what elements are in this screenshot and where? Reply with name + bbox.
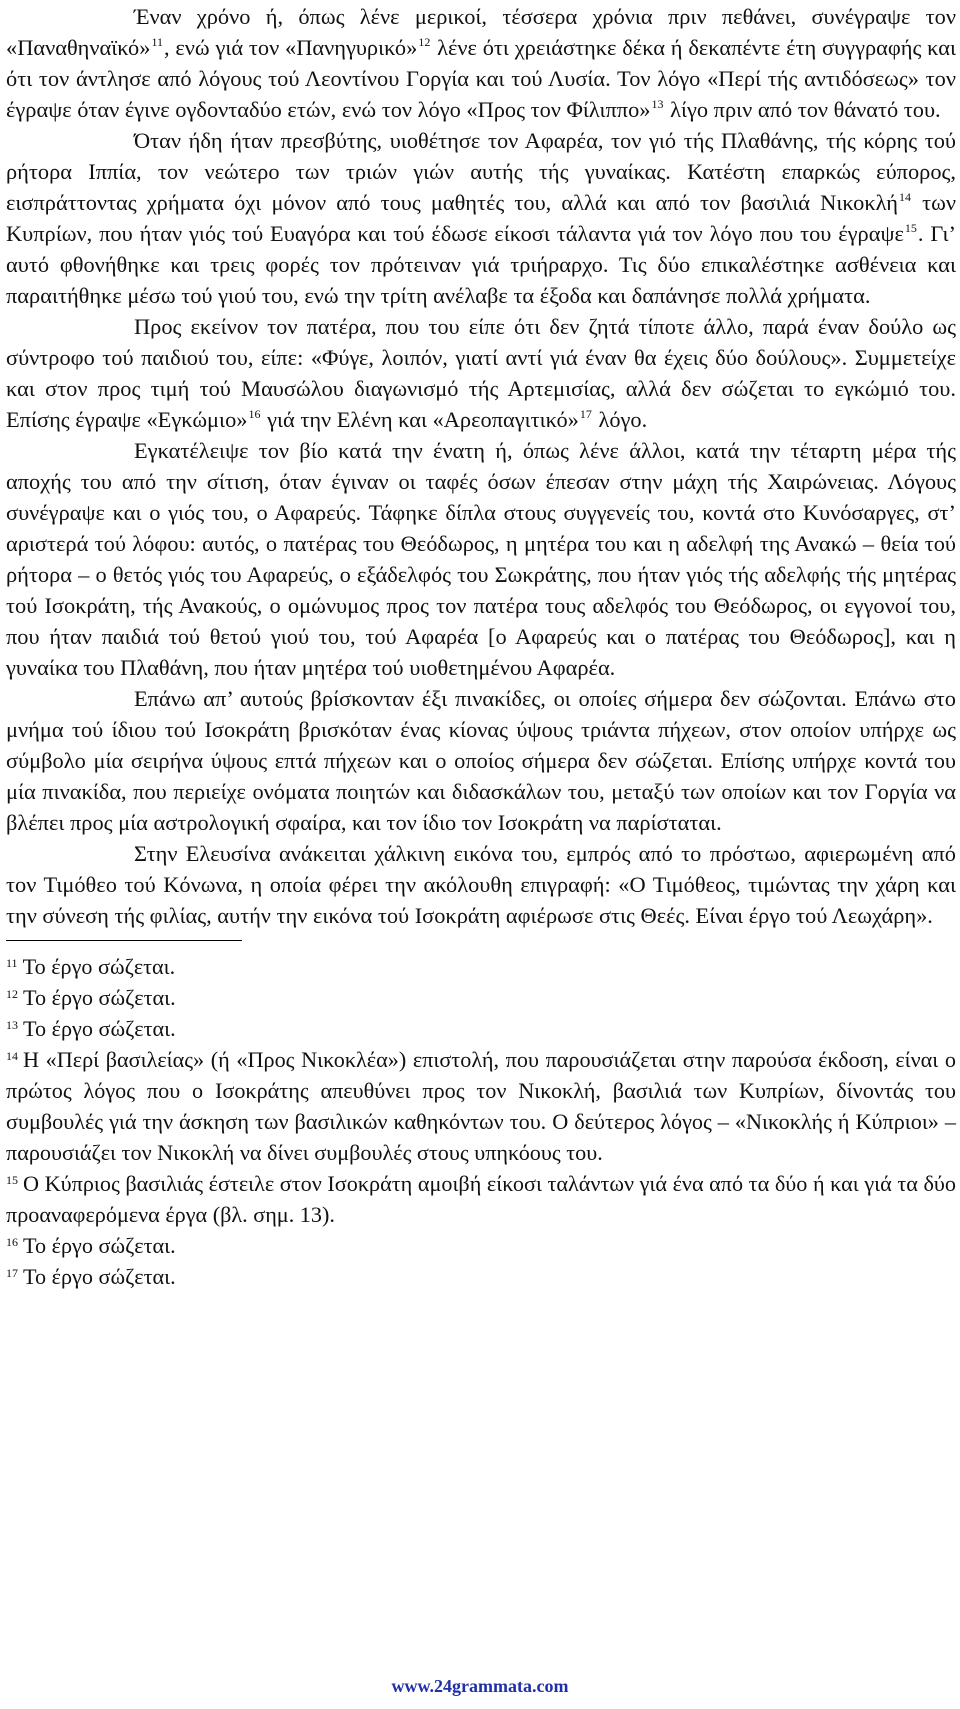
footnote-separator [6,940,242,941]
paragraph [6,311,956,435]
footnote [6,1230,956,1261]
paragraph-text: γιά την Ελένη και «Αρεοπαγιτικό» [261,407,579,432]
footnote-number: 14 [6,1049,18,1063]
paragraph [6,125,956,311]
footnotes [6,951,956,1292]
footer-url[interactable]: www.24grammata.com [391,1676,569,1696]
footnote-reference[interactable]: 15 [904,221,917,235]
footnote-number: 13 [6,1018,18,1032]
paragraph-text: λένε ότι χρειάστηκε δέκα ή δεκαπέντε έτη συγγραφής και ότι τον άντλησε από λόγους τού Λεοντίνου Γοργία και τού Λυσία. Τον λόγο «Περί τής αντιδόσεως» τον έγραψε όταν έγινε ογδονταδύο ετών, ενώ τον λόγο «Προς τον Φίλιππο» [6,35,957,122]
main-text [6,1,956,931]
footnote-number: 17 [6,1266,18,1280]
footnote-text: Το έργο σώζεται. [23,1264,176,1289]
footnote [6,1013,956,1044]
paragraph-text: Έναν χρόνο ή, όπως λένε μερικοί, τέσσερα χρόνια πριν πεθάνει, συνέγραψε τον «Παναθηναϊκό» [6,4,956,60]
footnote-reference[interactable]: 14 [899,190,911,204]
footnote-reference[interactable]: 13 [651,97,664,111]
paragraph [6,683,956,838]
footnote-number: 16 [6,1235,18,1249]
paragraph [6,1,956,125]
footnote-text: Το έργο σώζεται. [23,1016,176,1041]
footnote-text: Ο Κύπριος βασιλιάς έστειλε στον Ισοκράτη αμοιβή είκοσι ταλάντων γιά ένα από τα δύο ή και γιά τα δύο προαναφερόμενα έργα (βλ. σημ. 13). [6,1171,956,1227]
footnote-reference[interactable]: 11 [151,35,164,49]
footnote-text: Το έργο σώζεται. [23,985,176,1010]
footnote-reference[interactable]: 16 [248,407,261,421]
document-page [6,0,956,1292]
paragraph [6,435,956,683]
paragraph-text: Στην Ελευσίνα ανάκειται χάλκινη εικόνα του, εμπρός από το πρόστωο, αφιερωμένη από τον Τιμόθεο τού Κόνωνα, η οποία φέρει την ακόλουθη επιγραφή: «Ο Τιμόθεος, τιμώντας την χάρη και την σύνεση τής φιλίας, αυτήν την εικόνα τού Ισοκράτη αφιέρωσε στις Θεές. Είναι έργο τού Λεωχάρη». [6,841,956,928]
footnote [6,951,956,982]
paragraph-text: Όταν ήδη ήταν πρεσβύτης, υιοθέτησε τον Αφαρέα, τον γιό τής Πλαθάνης, τής κόρης τού ρήτορα Ιππία, τον νεώτερο των τριών γιών αυτής τής γυναίκας. Κατέστη επαρκώς εύπορος, εισπράττοντας χρήματα όχι μόνον από τους μαθητές του, αλλά και από τον βασιλιά Νικοκλή [6,128,956,215]
footnote-number: 11 [6,956,18,970]
footnote-number: 15 [6,1173,18,1187]
paragraph [6,838,956,931]
footnote-reference[interactable]: 17 [579,407,592,421]
footnote-text: Το έργο σώζεται. [22,954,176,979]
footnote-number: 12 [6,987,18,1001]
paragraph-text: λίγο πριν από τον θάνατό του. [664,97,941,122]
paragraph-text: λόγο. [592,407,648,432]
paragraph-text: Εγκατέλειψε τον βίο κατά την ένατη ή, όπως λένε άλλοι, κατά την τέταρτη μέρα τής αποχής του από την σίτιση, όταν έγιναν οι ταφές όσων έπεσαν στην μάχη τής Χαιρώνειας. Λόγους συνέγραψε και ο γιός του, ο Αφαρεύς. Τάφηκε δίπλα στους συγγενείς του, κοντά στο Κυνόσαργες, στ’ αριστερά τού λόφου: αυτός, ο πατέρας του Θεόδωρος, η μητέρα του και η αδελφή της Ανακώ – θεία τού ρήτορα – ο θετός γιός του Αφαρεύς, ο εξάδελφός του Σωκράτης, που ήταν γιός τής αδελφής τής μητέρας τού Ισοκράτη, τής Ανακούς, ο ομώνυμος προς τον πατέρα τους αδελφός του Θεόδωρος, οι εγγονοί του, που ήταν παιδιά τού θετού γιού του, τού Αφαρέα [ο Αφαρεύς και ο πατέρας του Θεόδωρος], και η γυναίκα του Πλαθάνη, που ήταν μητέρα τού υιοθετημένου Αφαρέα. [6,438,956,680]
paragraph-text: Προς εκείνον τον πατέρα, που του είπε ότι δεν ζητά τίποτε άλλο, παρά έναν δούλο ως σύντροφο τού παιδιού του, είπε: «Φύγε, λοιπόν, γιατί αντί γιά έναν θα έχεις δύο δούλους». Συμμετείχε και στον προς τιμή τού Μαυσώλου διαγωνισμό τής Αρτεμισίας, αλλά δεν σώζεται το εγκώμιό του. Επίσης έγραψε «Εγκώμιο» [6,314,956,432]
paragraph-text: . Γι’ αυτό φθονήθηκε και τρεις φορές τον πρότειναν γιά τριήραρχο. Τις δύο επικαλέστηκε ασθένεια και παραιτήθηκε μέσω τού γιού του, ενώ την τρίτη ανέλαβε τα έξοδα και δαπάνησε πολλά χρήματα. [6,221,956,308]
paragraph-text: , ενώ γιά τον «Πανηγυρικό» [164,35,418,60]
footnote [6,1044,956,1168]
footnote-text: Το έργο σώζεται. [23,1233,176,1258]
footnote [6,982,956,1013]
footnote-reference[interactable]: 12 [418,35,431,49]
paragraph-text: Επάνω απ’ αυτούς βρίσκονταν έξι πινακίδες, οι οποίες σήμερα δεν σώζονται. Επάνω στο μνήμα τού ίδιου τού Ισοκράτη βρισκόταν ένας κίονας ύψους τριάντα πήχεων, στον οποίον υπήρχε ως σύμβολο μία σειρήνα ύψους επτά πήχεων και ο οποίος σήμερα δεν σώζεται. Επίσης υπήρχε κοντά του μία πινακίδα, που περιείχε ονόματα ποιητών και διδασκάλων του, μεταξύ των οποίων και τον Γοργία να βλέπει προς μία αστρολογική σφαίρα, και τον ίδιο τον Ισοκράτη να παρίσταται. [6,686,956,835]
footnote-text: Η «Περί βασιλείας» (ή «Προς Νικοκλέα») επιστολή, που παρουσιάζεται στην παρούσα έκδοση, είναι ο πρώτος λόγος που ο Ισοκράτης απευθύνει προς τον Νικοκλή, βασιλιά των Κυπρίων, δίνοντάς του συμβουλές γιά την άσκηση των βασιλικών καθηκόντων του. Ο δεύτερος λόγος – «Νικοκλής ή Κύπριοι» – παρουσιάζει τον Νικοκλή να δίνει συμβουλές στους υπηκόους του. [6,1047,956,1165]
footnote [6,1168,956,1230]
paragraph-text: των Κυπρίων, που ήταν γιός τού Ευαγόρα και τού έδωσε είκοσι τάλαντα γιά τον λόγο που του έγραψε [6,190,956,246]
footnote [6,1261,956,1292]
